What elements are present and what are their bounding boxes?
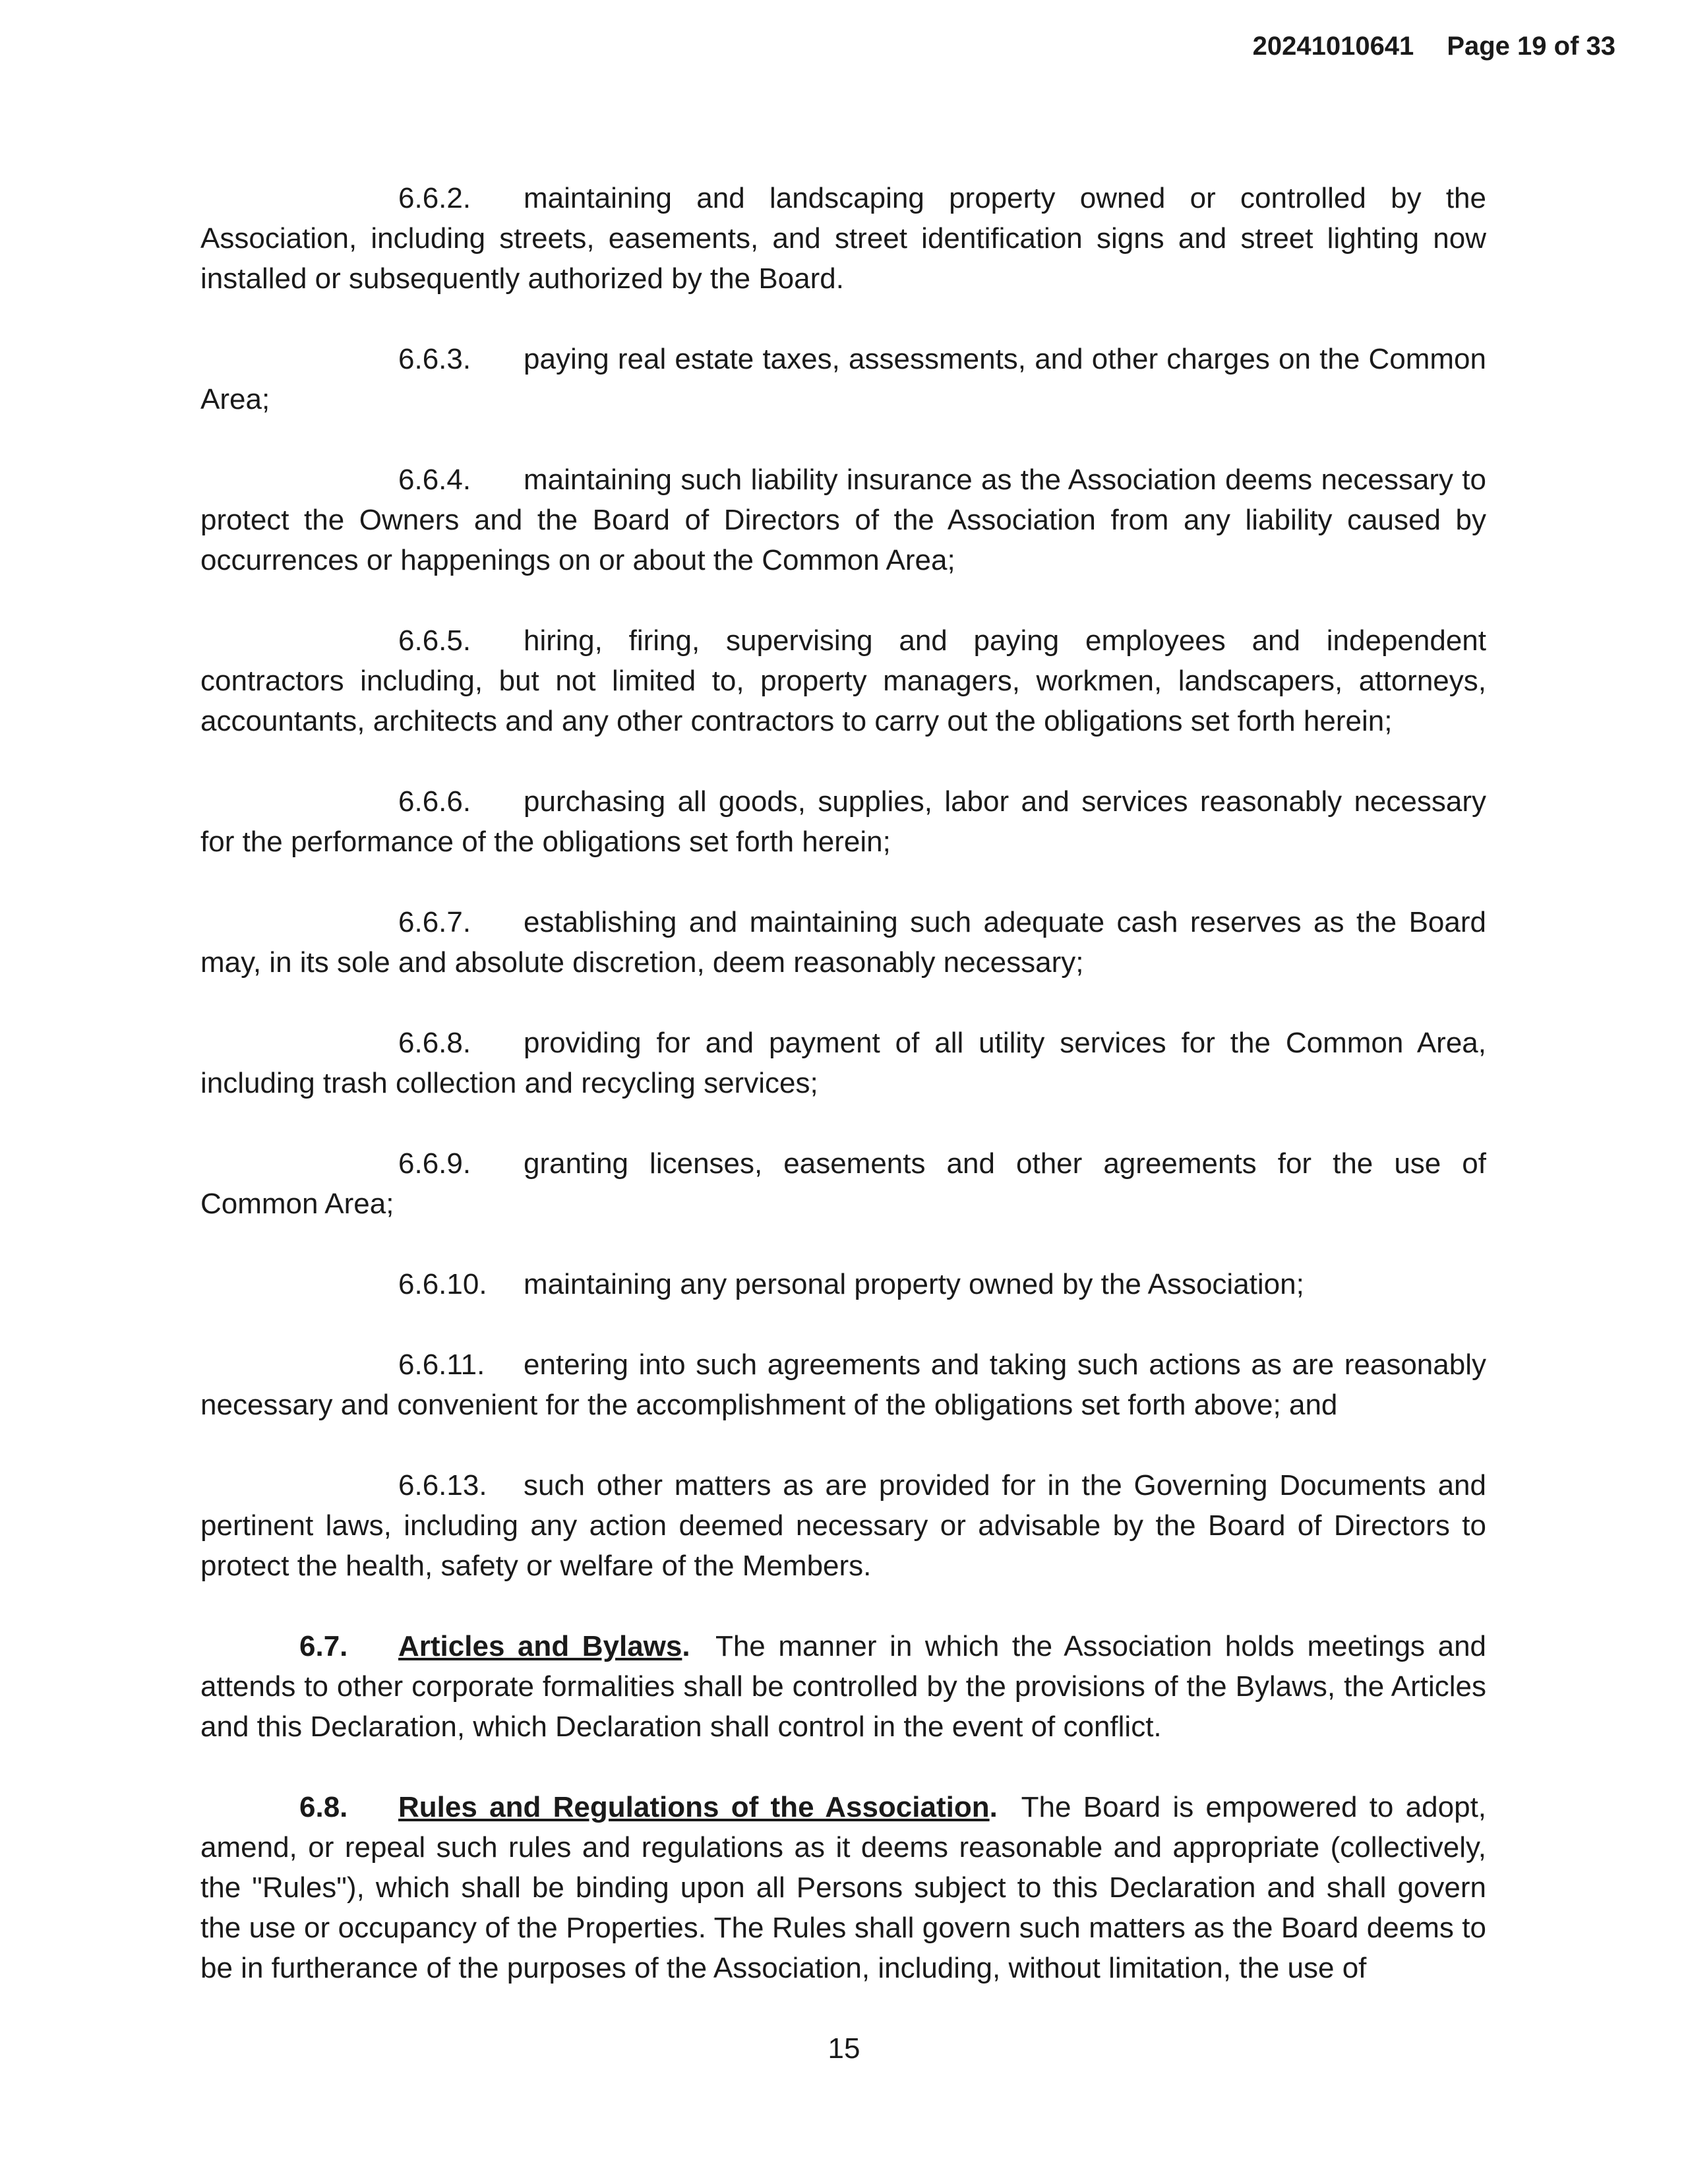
page-footer bbox=[0, 2032, 1688, 2065]
subsection-text: providing for and payment of all utility services for the Common Area, including trash collection and recycling services; bbox=[200, 1027, 1486, 1099]
section-number: 6.7. bbox=[299, 1630, 348, 1662]
subsection-number: 6.6.5. bbox=[398, 624, 471, 657]
subsection-text: establishing and maintaining such adequate cash reserves as the Board may, in its sole and absolute discretion, deem reasonably necessary; bbox=[200, 906, 1486, 979]
subsection-text: purchasing all goods, supplies, labor and services reasonably necessary for the performance of the obligations set forth herein; bbox=[200, 785, 1486, 858]
section-number: 6.8. bbox=[299, 1791, 348, 1823]
subsection-6-6-8 bbox=[200, 1023, 1486, 1103]
subsection-number: 6.6.6. bbox=[398, 785, 471, 818]
section-text: The manner in which the Association holds meetings and attends to other corporate formalities shall be controlled by the provisions of the Bylaws, the Articles and this Declaration, which Declaration shall control in the event of conflict. bbox=[200, 1630, 1487, 1743]
section-6-8: 6.8. Rules and Regulations of the Association. The Board is empowered to adopt, amend, or repeal such rules and regulations as it deems reasonable and appropriate (collectively, the "Rules"), which shall be binding upon all Persons subject to this Declaration and shall govern the use or occupancy of the Properties. The Rules shall govern such matters as the Board deems to be in furtherance of the purposes of the Association, including, without limitation, the use of bbox=[200, 1787, 1486, 1988]
subsection-6-6-9 bbox=[200, 1143, 1486, 1224]
subsection-number: 6.6.2. bbox=[398, 182, 471, 214]
subsection-text: entering into such agreements and taking such actions as are reasonably necessary and convenient for the accomplishment of the obligations set forth above; and bbox=[200, 1349, 1486, 1421]
page-count-label: Page 19 of 33 bbox=[1447, 32, 1615, 61]
section-6-7: 6.7. Articles and Bylaws. The manner in which the Association holds meetings and attends to other corporate formalities shall be controlled by the provisions of the Bylaws, the Articles and this Declaration, which Declaration shall control in the event of conflict. bbox=[200, 1626, 1486, 1747]
document-number: 20241010641 bbox=[1252, 32, 1414, 61]
subsection-number: 6.6.4. bbox=[398, 464, 471, 496]
subsection-text: maintaining such liability insurance as the Association deems necessary to protect the Owners and the Board of Directors of the Association from any liability caused by occurrences or happenings on or about the Common Area; bbox=[200, 464, 1486, 576]
subsection-6-6-2 bbox=[200, 178, 1486, 299]
subsection-6-6-5 bbox=[200, 621, 1486, 741]
page-header bbox=[1253, 32, 1615, 61]
subsection-number: 6.6.7. bbox=[398, 906, 471, 938]
subsection-text: hiring, firing, supervising and paying employees and independent contractors including, but not limited to, property managers, workmen, landscapers, attorneys, accountants, architects and any other contractors to carry out the obligations set forth herein; bbox=[200, 624, 1486, 737]
section-text: The Board is empowered to adopt, amend, or repeal such rules and regulations as it deems reasonable and appropriate (collectively, the "Rules"), which shall be binding upon all Persons subject to this Declaration and shall govern the use or occupancy of the Properties. The Rules shall govern such matters as the Board deems to be in furtherance of the purposes of the Association, including, without limitation, the use of bbox=[200, 1791, 1487, 1984]
document-body bbox=[200, 178, 1486, 2028]
subsection-text: maintaining any personal property owned by the Association; bbox=[524, 1268, 1304, 1300]
subsection-6-6-7 bbox=[200, 902, 1486, 983]
subsection-text: maintaining and landscaping property owned or controlled by the Association, including streets, easements, and street identification signs and street lighting now installed or subsequently authorized by the Board. bbox=[200, 182, 1486, 295]
subsection-6-6-3 bbox=[200, 339, 1486, 419]
subsection-6-6-11 bbox=[200, 1345, 1486, 1425]
subsection-text: such other matters as are provided for in the Governing Documents and pertinent laws, including any action deemed necessary or advisable by the Board of Directors to protect the health, safety or welfare of the Members. bbox=[200, 1469, 1486, 1582]
subsection-number: 6.6.10. bbox=[398, 1268, 487, 1300]
subsection-6-6-6 bbox=[200, 781, 1486, 862]
subsection-number: 6.6.8. bbox=[398, 1027, 471, 1059]
subsection-number: 6.6.11. bbox=[398, 1349, 485, 1381]
subsection-text: paying real estate taxes, assessments, and other charges on the Common Area; bbox=[200, 343, 1486, 415]
subsection-6-6-10 bbox=[200, 1264, 1486, 1304]
subsection-6-6-4 bbox=[200, 460, 1486, 580]
subsection-number: 6.6.3. bbox=[398, 343, 471, 375]
section-title: Rules and Regulations of the Association bbox=[398, 1791, 990, 1823]
subsection-text: granting licenses, easements and other agreements for the use of Common Area; bbox=[200, 1147, 1486, 1220]
subsection-6-6-13 bbox=[200, 1465, 1486, 1586]
subsection-number: 6.6.9. bbox=[398, 1147, 471, 1180]
subsection-number: 6.6.13. bbox=[398, 1469, 487, 1502]
section-title: Articles and Bylaws bbox=[398, 1630, 682, 1662]
page-number: 15 bbox=[828, 2032, 860, 2065]
